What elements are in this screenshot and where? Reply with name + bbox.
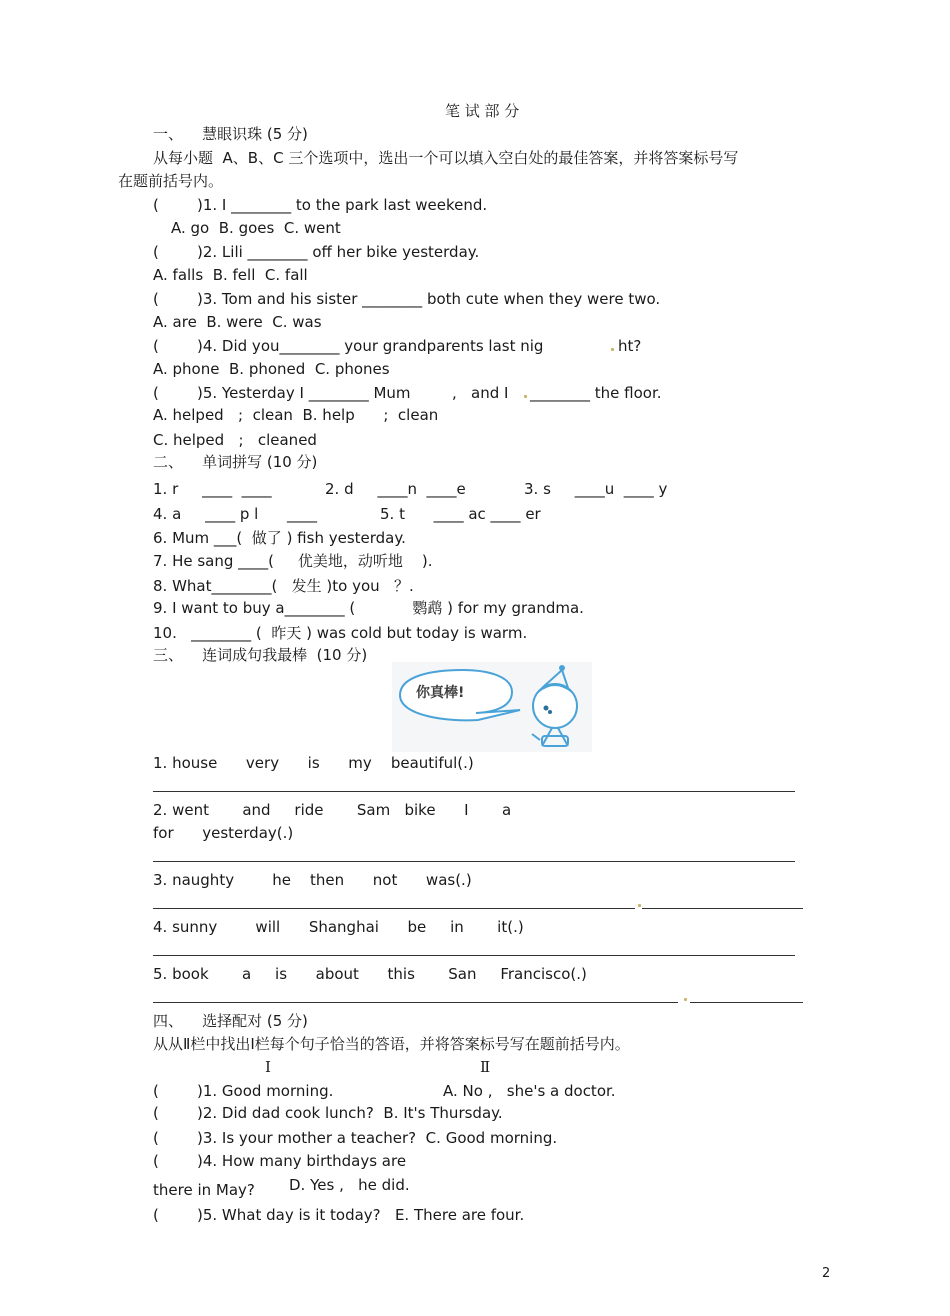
question-4-options: A. phone B. phoned C. phones (153, 360, 390, 378)
question-5-comma: , (452, 384, 457, 402)
question-5-options-line1: A. helped ; clean B. help ; clean (153, 406, 439, 424)
section-2-heading: 二、 单词拼写 (10 分) (153, 453, 318, 471)
spelling-5: 5. t ____ ac ____ er (380, 505, 541, 523)
sentence-5: 5. book a is about this San Francisco(.) (153, 965, 587, 983)
question-5-part1: ( )5. Yesterday I ________ Mum (153, 384, 411, 402)
question-3-options: A. are B. were C. was (153, 313, 322, 331)
sentence-1: 1. house very is my beautiful(.) (153, 754, 474, 772)
question-5-part3: ________ the floor. (530, 384, 662, 402)
answer-line-3a (153, 908, 635, 909)
fill-9: 9. I want to buy a________ ( 鹦鹉 ) for my grandma. (153, 599, 584, 617)
section-3-heading: 三、 连词成句我最棒 (10 分) (153, 646, 368, 664)
decorative-dot (638, 904, 641, 907)
match-answer-d: D. Yes , he did. (289, 1176, 410, 1194)
sentence-3: 3. naughty he then not was(.) (153, 871, 472, 889)
column-2-label: Ⅱ (480, 1058, 491, 1076)
question-2-options: A. falls B. fell C. fall (153, 266, 308, 284)
section-1-instruction-line2: 在题前括号内。 (118, 172, 224, 190)
decorative-dot (684, 998, 687, 1001)
answer-line-3b (642, 908, 803, 909)
fill-10: 10. ________ ( 昨天 ) was cold but today is warm. (153, 624, 528, 642)
cartoon-icon (392, 662, 592, 752)
spelling-1: 1. r ____ ____ (153, 480, 272, 498)
spelling-3: 3. s ____u ____ y (524, 480, 668, 498)
spelling-4: 4. a ____ p l ____ (153, 505, 317, 523)
question-5-part2: and I (471, 384, 509, 402)
question-1: ( )1. I ________ to the park last weekend. (153, 196, 488, 214)
match-3: ( )3. Is your mother a teacher? C. Good morning. (153, 1129, 558, 1147)
match-answer-a: A. No , she's a doctor. (443, 1082, 616, 1100)
match-1: ( )1. Good morning. (153, 1082, 334, 1100)
praise-illustration (392, 662, 592, 752)
fill-8: 8. What________( 发生 )to you ？. (153, 577, 414, 595)
question-4: ( )4. Did you________ your grandparents last nig (153, 337, 544, 355)
page-number: 2 (822, 1266, 831, 1281)
sentence-2-line2: for yesterday(.) (153, 824, 294, 842)
match-5: ( )5. What day is it today? E. There are four. (153, 1206, 525, 1224)
column-1-label: Ⅰ (265, 1058, 271, 1076)
decorative-dot (524, 395, 527, 398)
praise-bubble-text: 你真棒! (416, 685, 465, 701)
question-4-end: ht? (618, 337, 642, 355)
match-4-line2: there in May? (153, 1181, 255, 1199)
decorative-dot (611, 348, 614, 351)
spelling-2: 2. d ____n ____e (325, 480, 466, 498)
question-5-options-line2: C. helped ; cleaned (153, 431, 317, 449)
section-1-heading: 一、 慧眼识珠 (5 分) (153, 125, 308, 143)
answer-line-5b (690, 1002, 803, 1003)
question-1-options: A. go B. goes C. went (171, 219, 341, 237)
page-title: 笔 试 部 分 (445, 102, 520, 120)
sentence-2-line1: 2. went and ride Sam bike I a (153, 801, 512, 819)
match-4-line1: ( )4. How many birthdays are (153, 1152, 407, 1170)
question-2: ( )2. Lili ________ off her bike yesterday. (153, 243, 480, 261)
section-4-heading: 四、 选择配对 (5 分) (153, 1012, 308, 1030)
answer-line-5a (153, 1002, 678, 1003)
answer-line-1 (153, 791, 795, 792)
sentence-4: 4. sunny will Shanghai be in it(.) (153, 918, 524, 936)
fill-7: 7. He sang ____( 优美地，动听地 ). (153, 552, 433, 570)
match-2: ( )2. Did dad cook lunch? B. It's Thursday. (153, 1104, 503, 1122)
section-4-instruction: 从从Ⅱ栏中找出Ⅰ栏每个句子恰当的答语，并将答案标号写在题前括号内。 (153, 1035, 630, 1053)
section-1-instruction-line1: 从每小题 A、B、C 三个选项中，选出一个可以填入空白处的最佳答案，并将答案标号写 (153, 149, 739, 167)
question-3: ( )3. Tom and his sister ________ both cute when they were two. (153, 290, 661, 308)
answer-line-4 (153, 955, 795, 956)
fill-6: 6. Mum ___( 做了 ) fish yesterday. (153, 529, 406, 547)
answer-line-2 (153, 861, 795, 862)
